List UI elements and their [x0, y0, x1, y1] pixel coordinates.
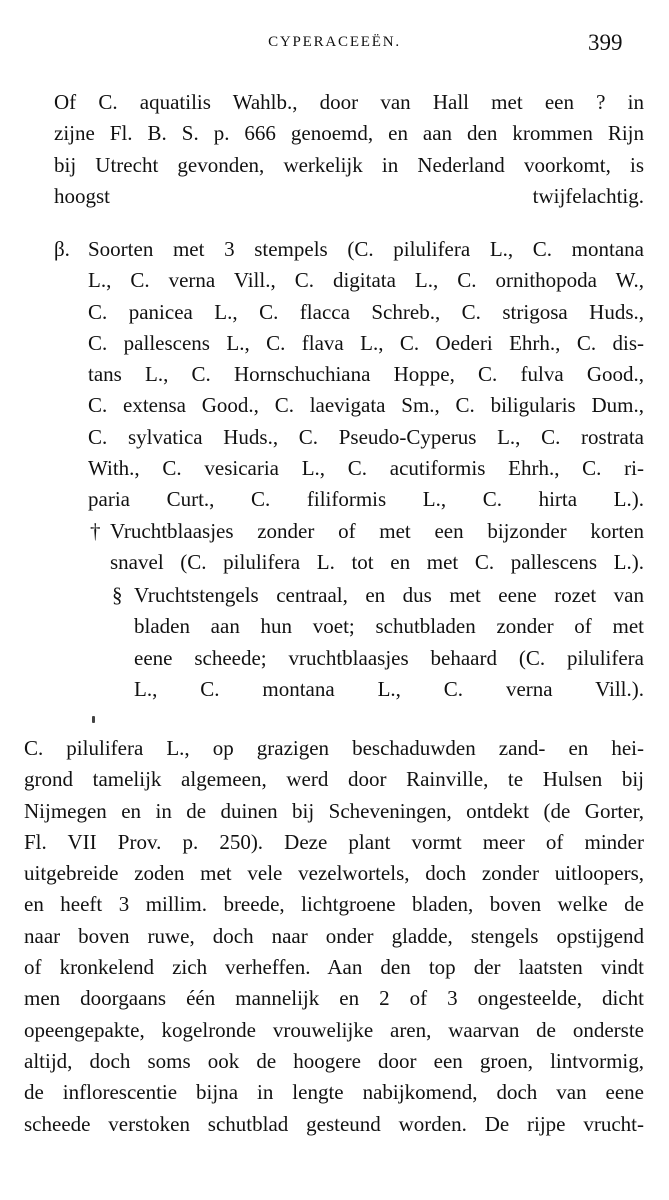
page-number: 399 — [588, 30, 623, 55]
dagger-paragraph — [110, 516, 644, 579]
text-line: Soorten met 3 stempels (C. pilulifera L., C. montana — [88, 237, 644, 261]
text-line: Vruchtblaasjes zonder of met een bijzonder korten — [110, 519, 644, 543]
text-line: C. panicea L., C. flacca Schreb., C. strigosa Huds., — [88, 299, 644, 324]
text-line: C. extensa Good., C. laevigata Sm., C. biligularis Dum., — [88, 393, 644, 418]
text-line: men doorgaans één mannelijk en 2 of 3 ongesteelde, dicht — [24, 986, 644, 1011]
text-line: de inflorescentie bijna in lengte nabijkomend, doch van eene — [24, 1080, 644, 1105]
text-line: en heeft 3 millim. breede, lichtgroene bladen, boven welke de — [24, 892, 644, 917]
main-paragraph — [24, 733, 644, 1140]
text-line: altijd, doch soms ook de hoogere door een groen, lintvormig, — [24, 1048, 644, 1073]
text-line: scheede verstoken schutblad gesteund worden. De rijpe vrucht- — [24, 1111, 644, 1136]
section-marker: § — [112, 583, 123, 607]
text-line: bij Utrecht gevonden, werkelijk in Nederland voorkomt, is — [54, 152, 644, 177]
text-line: Fl. VII Prov. p. 250). Deze plant vormt meer of minder — [24, 829, 644, 854]
text-line: snavel (C. pilulifera L. tot en met C. pallescens L.). — [110, 550, 644, 575]
text-line: With., C. vesicaria L., C. acutiformis Ehrh., C. ri- — [88, 456, 644, 481]
text-line: C. sylvatica Huds., C. Pseudo-Cyperus L., C. rostrata — [88, 424, 644, 449]
text-line: hoogst twijfelachtig. — [54, 183, 644, 208]
text-line: Nijmegen en in de duinen bij Scheveningen, ontdekt (de Gorter, — [24, 798, 644, 823]
text-line: zijne Fl. B. S. p. 666 genoemd, en aan den krommen Rijn — [54, 121, 644, 146]
text-line: L., C. montana L., C. verna Vill.). — [134, 676, 644, 701]
running-title: CYPERACEEËN. — [268, 34, 401, 50]
text-line: grond tamelijk algemeen, werd door Rainville, te Hulsen bij — [24, 767, 644, 792]
text-line: C. pilulifera L., op grazigen beschaduwden zand- en hei- — [24, 736, 644, 760]
section-paragraph — [134, 580, 644, 705]
text-line: paria Curt., C. filiformis L., C. hirta L.). — [88, 487, 644, 512]
text-line: Of C. aquatilis Wahlb., door van Hall met een ? in — [54, 90, 644, 114]
text-line: uitgebreide zoden met vele vezelwortels, doch zonder uitloopers, — [24, 861, 644, 886]
text-line: of kronkelend zich verheffen. Aan den top der laatsten vindt — [24, 955, 644, 980]
text-line: Vruchtstengels centraal, en dus met eene rozet van — [134, 583, 644, 607]
text-line: L., C. verna Vill., C. digitata L., C. ornithopoda W., — [88, 268, 644, 293]
text-line: opeengepakte, kogelronde vrouwelijke aren, waarvan de onderste — [24, 1017, 644, 1042]
text-line: bladen aan hun voet; schutbladen zonder of met — [134, 614, 644, 639]
dagger-marker: † — [90, 519, 101, 543]
intro-paragraph — [54, 87, 644, 212]
text-line: tans L., C. Hornschuchiana Hoppe, C. fulva Good., — [88, 362, 644, 387]
ink-speck — [92, 716, 95, 723]
text-line: C. pallescens L., C. flava L., C. Oederi Ehrh., C. dis- — [88, 330, 644, 355]
text-line: naar boven ruwe, doch naar onder gladde, stengels opstijgend — [24, 923, 644, 948]
beta-marker: β. — [54, 237, 70, 261]
text-line: eene scheede; vruchtblaasjes behaard (C. pilulifera — [134, 645, 644, 670]
beta-paragraph — [88, 234, 644, 516]
